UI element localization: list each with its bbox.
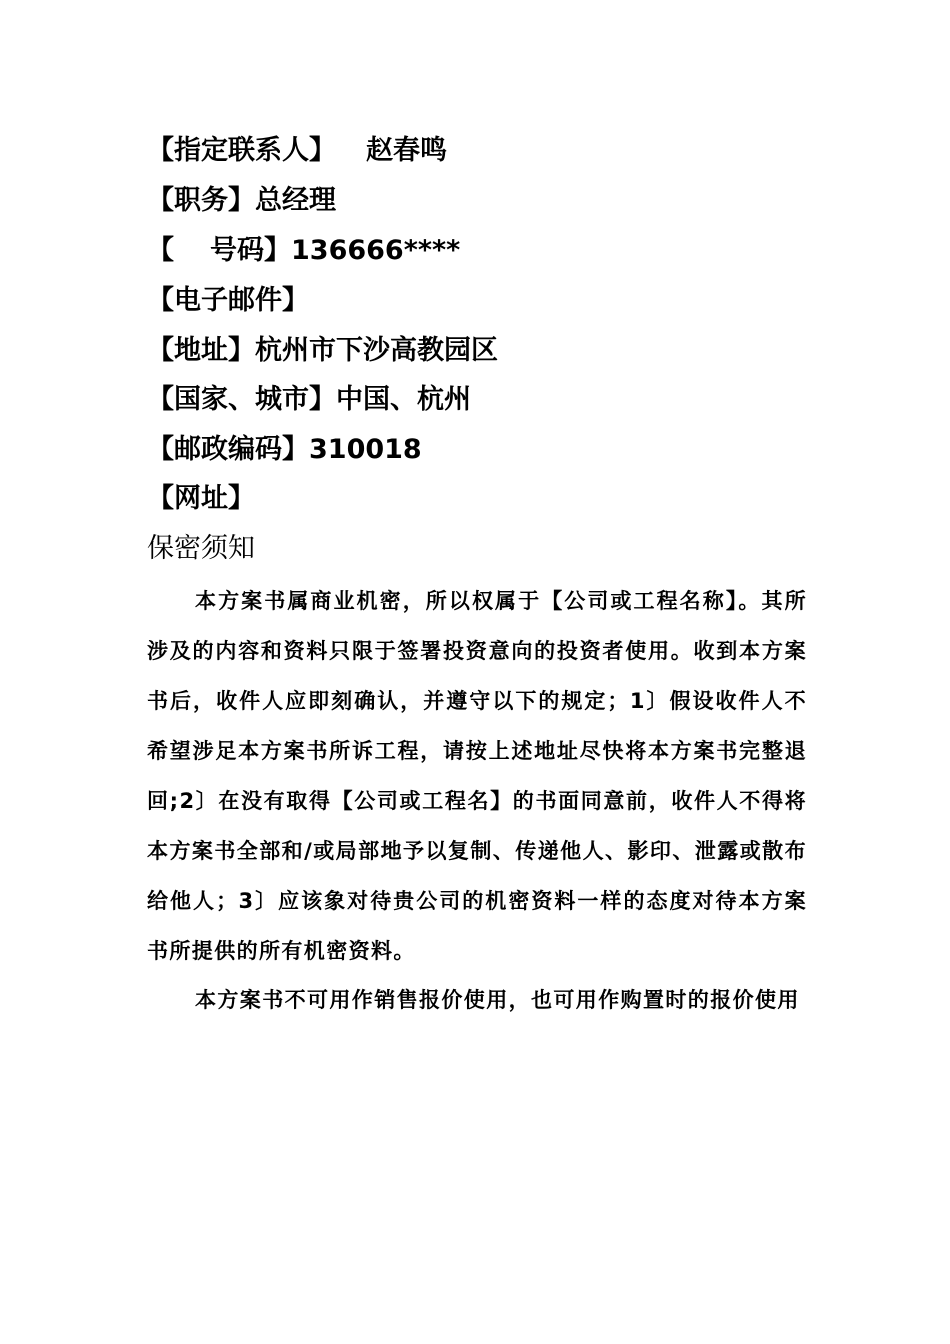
country-city-row xyxy=(147,383,471,417)
title-value: 总经理 xyxy=(255,185,336,216)
email-label: 【电子邮件】 xyxy=(147,285,309,316)
contact-person-row xyxy=(147,134,447,168)
title-label: 【职务】 xyxy=(147,185,255,216)
phone-label: 号码】 xyxy=(210,235,291,266)
email-row xyxy=(147,284,309,318)
confidentiality-heading: 保密须知 xyxy=(147,533,255,564)
phone-label-open: 【 xyxy=(147,235,174,266)
contact-person-value: 赵春鸣 xyxy=(366,135,447,166)
country-city-label: 【国家、城市】 xyxy=(147,384,336,415)
postcode-label: 【邮政编码】 xyxy=(147,434,309,465)
website-row xyxy=(147,482,255,516)
address-label: 【地址】 xyxy=(147,335,255,366)
country-city-value: 中国、杭州 xyxy=(336,384,471,415)
postcode-row xyxy=(147,433,422,467)
phone-value: 136666**** xyxy=(291,235,461,266)
address-row xyxy=(147,334,498,368)
postcode-value: 310018 xyxy=(309,434,422,465)
contact-person-label: 【指定联系人】 xyxy=(147,135,336,166)
confidentiality-paragraph-2: 本方案书不可用作销售报价使用，也可用作购置时的报价使用 xyxy=(195,988,800,1012)
confidentiality-paragraph-1: 本方案书属商业机密，所以权属于【公司或工程名称】。其所涉及的内容和资料只限于签署投资意向的投资者使用。收到本方案书后，收件人应即刻确认，并遵守以下的规定；1〕假设收件人不希望涉足本方案书所诉工程，请按上述地址尽快将本方案书完整退回;2〕在没有取得【公司或工程名】的书面同意前，收件人不得将本方案书全部和/或局部地予以复制、传递他人、影印、泄露或散布给他人；3〕应该象对待贵公司的机密资料一样的态度对待本方案书所提供的所有机密资料。 xyxy=(147,589,807,963)
address-value: 杭州市下沙高教园区 xyxy=(255,335,498,366)
phone-row xyxy=(147,234,460,268)
website-label: 【网址】 xyxy=(147,483,255,514)
title-row xyxy=(147,184,336,218)
